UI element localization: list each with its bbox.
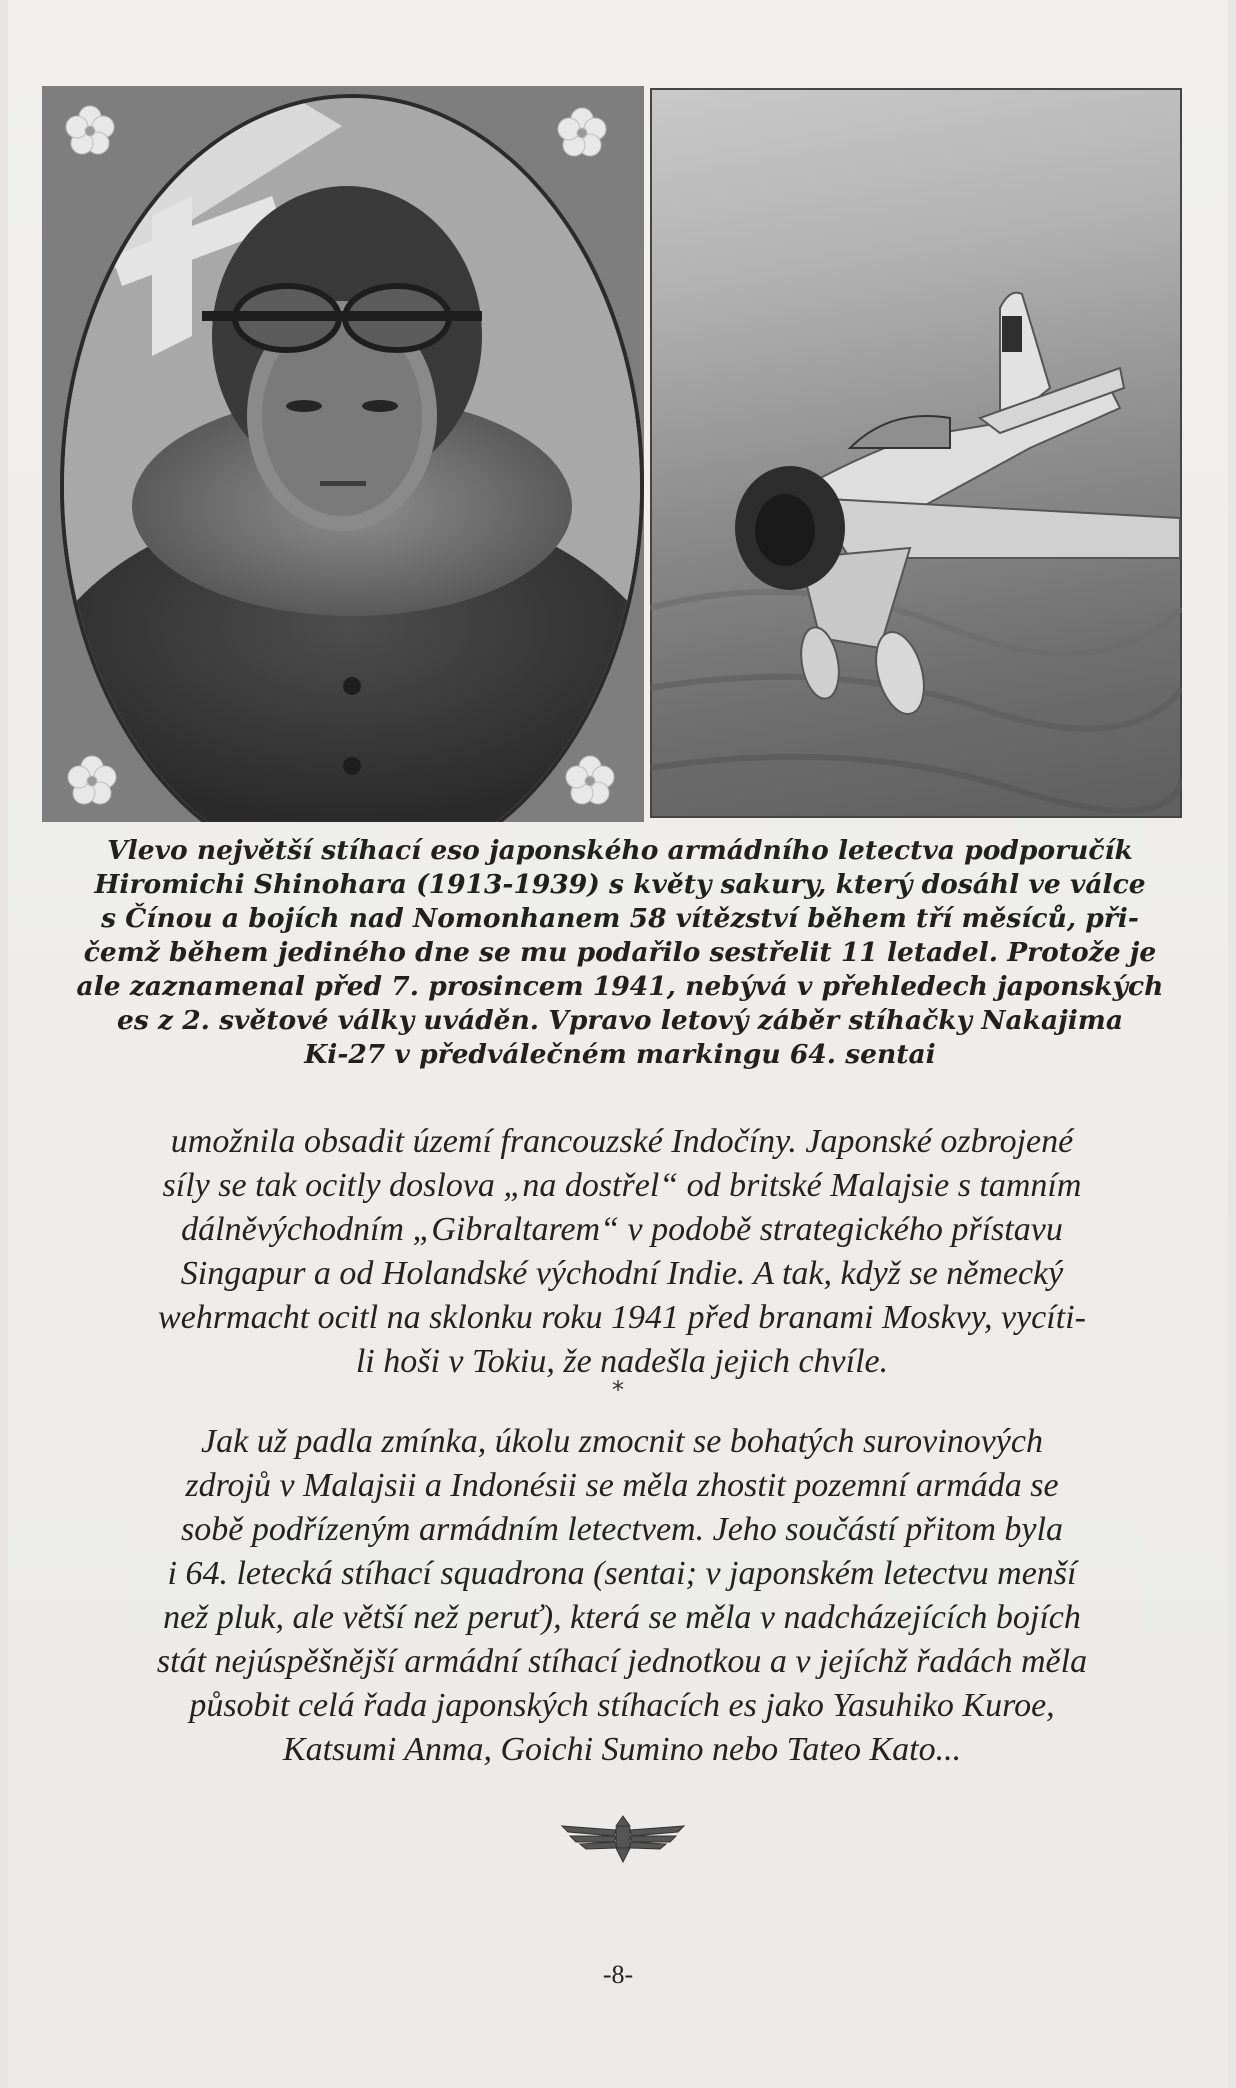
text-line: síly se tak ocitly doslova „na dostřel“ od britské Malajsie s tamním	[162, 1167, 1082, 1204]
pilot-portrait-photo	[42, 86, 644, 822]
photo-caption	[60, 834, 1180, 1072]
body-paragraph-1	[52, 1120, 1192, 1384]
text-line: i 64. letecká stíhací squadrona (sentai; v japonském letectvu menší	[167, 1555, 1077, 1592]
text-line: umožnila obsadit území francouzské Indočíny. Japonské ozbrojené	[170, 1123, 1074, 1160]
text-line: dálněvýchodním „Gibraltarem“ v podobě strategického přístavu	[181, 1211, 1063, 1248]
text-line: zdrojů v Malajsii a Indonésii se měla zhostit pozemní armáda se	[185, 1467, 1059, 1504]
text-line: než pluk, ale větší než peruť), která se měla v nadcházejících bojích	[163, 1599, 1081, 1636]
page-number: -8-	[602, 1960, 634, 1989]
eagle-emblem-icon	[560, 1812, 686, 1864]
fighter-plane-photo	[650, 88, 1182, 818]
caption-line: es z 2. světové války uváděn. Vpravo letový záběr stíhačky Nakajima	[116, 1005, 1124, 1036]
caption-line: Ki-27 v předválečném markingu 64. sentai	[304, 1039, 936, 1070]
text-line: wehrmacht ocitl na sklonku roku 1941 před branami Moskvy, vycíti-	[158, 1299, 1086, 1336]
body-paragraph-2	[52, 1420, 1192, 1772]
caption-line: Vlevo největší stíhací eso japonského armádního letectva podporučík	[107, 835, 1133, 866]
caption-line: Hiromichi Shinohara (1913-1939) s květy sakury, který dosáhl ve válce	[94, 869, 1146, 900]
text-line: Jak už padla zmínka, úkolu zmocnit se bohatých surovinových	[201, 1423, 1043, 1460]
section-separator: *	[612, 1376, 624, 1404]
caption-line: s Čínou a bojích nad Nomonhanem 58 vítězství během tří měsíců, při-	[101, 903, 1139, 934]
caption-line: ale zaznamenal před 7. prosincem 1941, nebývá v přehledech japonských	[76, 971, 1164, 1002]
text-line: stát nejúspěšnější armádní stíhací jednotkou a v jejíchž řadách měla	[156, 1643, 1088, 1680]
text-line: sobě podřízeným armádním letectvem. Jeho součástí přitom byla	[181, 1511, 1063, 1548]
text-line: li hoši v Tokiu, že nadešla jejich chvíle.	[355, 1343, 889, 1380]
text-line: působit celá řada japonských stíhacích es jako Yasuhiko Kuroe,	[189, 1687, 1055, 1724]
caption-line: čemž během jediného dne se mu podařilo sestřelit 11 letadel. Protože je	[83, 937, 1157, 968]
text-line: Katsumi Anma, Goichi Sumino nebo Tateo Kato...	[282, 1731, 962, 1768]
text-line: Singapur a od Holandské východní Indie. A tak, když se německý	[180, 1255, 1064, 1292]
